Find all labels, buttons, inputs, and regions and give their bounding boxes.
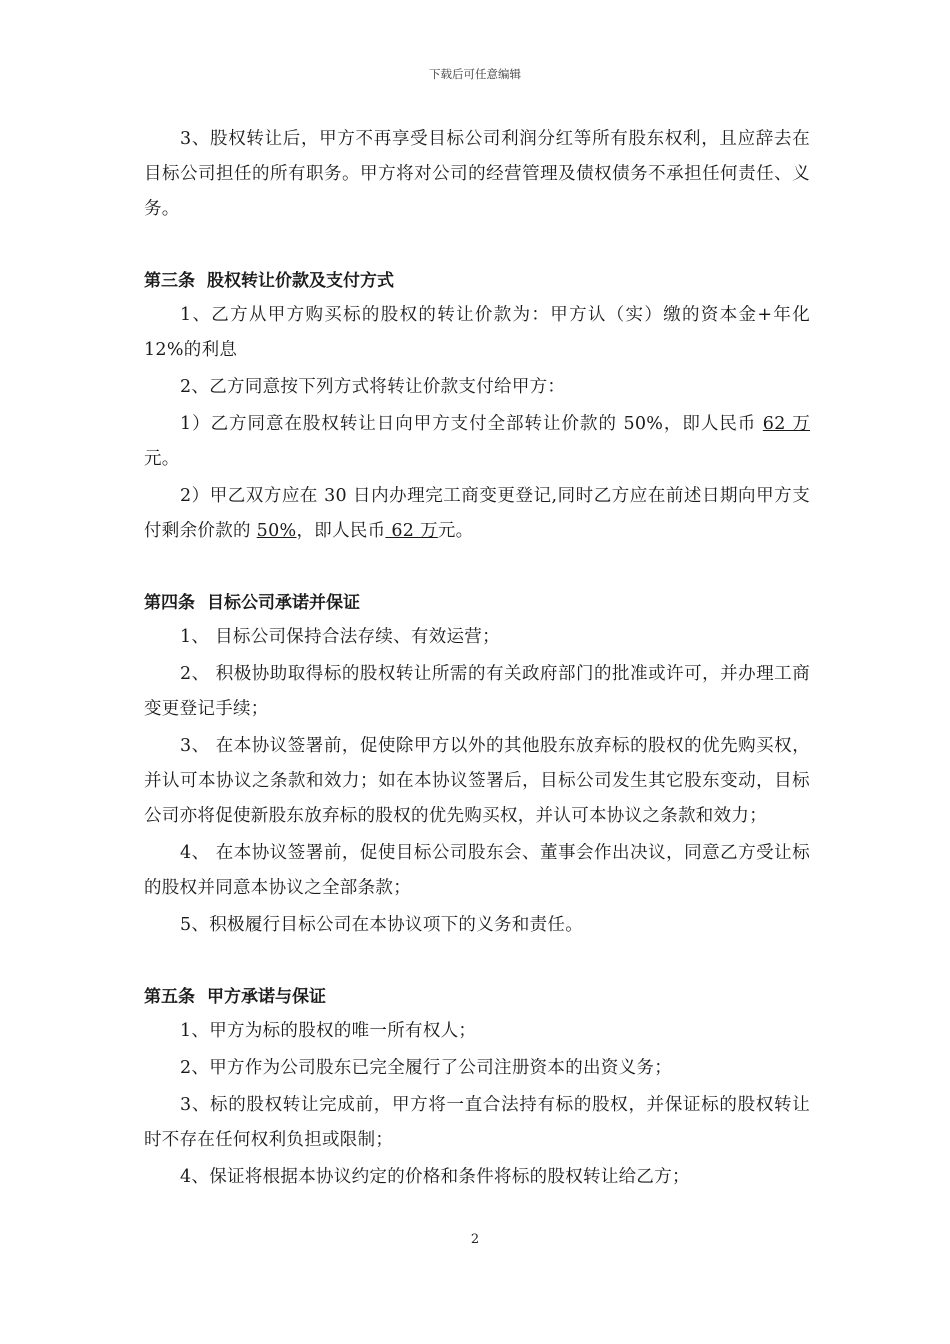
clause-text: 元。 xyxy=(144,449,180,469)
section-title: 甲方承诺与保证 xyxy=(207,987,326,1007)
clause: 2、乙方同意按下列方式将转让价款支付给甲方： xyxy=(180,377,566,397)
amount-underlined: 62 万 xyxy=(762,414,810,434)
clause: 2、 积极协助取得标的股权转让所需的有关政府部门的批准或许可，并办理工商变更登记手续； xyxy=(144,664,810,719)
percent-underlined: 50% xyxy=(256,521,297,541)
clause: 1、甲方为标的股权的唯一所有权人； xyxy=(180,1021,477,1041)
clause-text: 1）乙方同意在股权转让日向甲方支付全部转让价款的 50%，即人民币 xyxy=(180,414,763,434)
page-number: 2 xyxy=(470,1232,480,1247)
clause: 4、保证将根据本协议约定的价格和条件将标的股权转让给乙方； xyxy=(180,1167,690,1187)
clause: 1、 目标公司保持合法存续、有效运营； xyxy=(180,627,500,647)
clause: 5、积极履行目标公司在本协议项下的义务和责任。 xyxy=(180,915,584,935)
clause: 4、 在本协议签署前，促使目标公司股东会、董事会作出决议，同意乙方受让标的股权并同意本协议之全部条款； xyxy=(144,843,810,898)
section-heading-3 xyxy=(144,265,810,298)
document-body xyxy=(144,122,810,1197)
section-title: 股权转让价款及支付方式 xyxy=(207,271,394,291)
paragraph: 3、股权转让后，甲方不再享受目标公司利润分红等所有股东权利，且应辞去在目标公司担任的所有职务。甲方将对公司的经营管理及债权债务不承担任何责任、义务。 xyxy=(144,129,810,219)
clause-text: ，即人民币 xyxy=(296,521,386,541)
clause: 2、甲方作为公司股东已完全履行了公司注册资本的出资义务； xyxy=(180,1058,673,1078)
section-heading-4 xyxy=(144,587,810,620)
section-heading-5 xyxy=(144,981,810,1014)
sub-clause xyxy=(144,407,810,477)
clause: 3、 在本协议签署前，促使除甲方以外的其他股东放弃标的股权的优先购买权，并认可本协议之条款和效力；如在本协议签署后，目标公司发生其它股东变动，目标公司亦将促使新股东放弃标的股权的优先购买权，并认可本协议之条款和效力； xyxy=(144,736,810,826)
section-number: 第三条 xyxy=(144,271,195,291)
page-header: 下载后可任意编辑 xyxy=(429,67,521,81)
section-title: 目标公司承诺并保证 xyxy=(207,593,360,613)
clause: 3、标的股权转让完成前，甲方将一直合法持有标的股权，并保证标的股权转让时不存在任何权利负担或限制； xyxy=(144,1095,810,1150)
section-number: 第四条 xyxy=(144,593,195,613)
section-number: 第五条 xyxy=(144,987,195,1007)
sub-clause xyxy=(144,479,810,549)
clause-text: 2）甲乙双方应在 30 日内办理完工商变更登记,同时乙方应在前述日期向甲方支付剩余价款的 xyxy=(144,486,810,541)
clause-text: 元。 xyxy=(437,521,474,541)
clause: 1、乙方从甲方购买标的股权的转让价款为：甲方认（实）缴的资本金+年化 12%的利息 xyxy=(144,305,810,360)
amount-underlined: 62 万 xyxy=(385,521,438,541)
